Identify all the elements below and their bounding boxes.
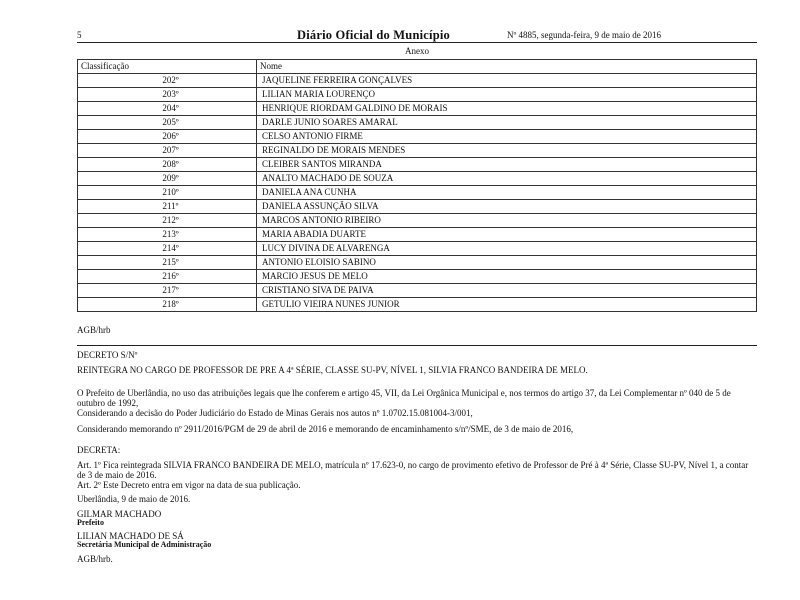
decree-summary: REINTEGRA NO CARGO DE PROFESSOR DE PRE A 4ª SÉRIE, CLASSE SU-PV, NÍVEL 1, SILVIA FRANCO BANDEIRA DE MELO. <box>77 365 588 375</box>
table-row <box>78 130 757 144</box>
table-row <box>78 200 757 214</box>
decree-decrees-label: DECRETA: <box>77 445 121 455</box>
page-number: 5 <box>77 30 82 40</box>
decree-initials: AGB/hrb. <box>77 554 113 564</box>
name-cell: DANIELA ANA CUNHA <box>257 186 757 200</box>
rank-cell: 212º <box>78 214 257 228</box>
rank-cell: 202º <box>78 74 257 88</box>
name-cell: REGINALDO DE MORAIS MENDES <box>257 144 757 158</box>
header-divider <box>77 42 757 43</box>
gazette-title: Diário Oficial do Município <box>297 28 450 42</box>
name-cell: JAQUELINE FERREIRA GONÇALVES <box>257 74 757 88</box>
table-row <box>78 186 757 200</box>
name-cell: ANALTO MACHADO DE SOUZA <box>257 172 757 186</box>
rank-cell: 215º <box>78 256 257 270</box>
table-row <box>78 74 757 88</box>
rank-cell: 205º <box>78 116 257 130</box>
name-cell: CRISTIANO SIVA DE PAIVA <box>257 284 757 298</box>
name-cell: LILIAN MARIA LOURENÇO <box>257 88 757 102</box>
decree-article-1: Art. 1º Fica reintegrada SILVIA FRANCO BANDEIRA DE MELO, matrícula nº 17.623-0, no cargo de provimento efetivo de Professor de Pré à 4ª Série, Classe SU-PV, Nível 1, a contar de 3 de maio de 2016. <box>77 460 749 480</box>
rank-cell: 217º <box>78 284 257 298</box>
table-row <box>78 270 757 284</box>
name-cell: GETULIO VIEIRA NUNES JUNIOR <box>257 298 757 312</box>
table-row <box>78 172 757 186</box>
table-row <box>78 284 757 298</box>
rank-cell: 216º <box>78 270 257 284</box>
name-cell: ANTONIO ELOISIO SABINO <box>257 256 757 270</box>
table-header-row <box>78 60 757 74</box>
table-row <box>78 158 757 172</box>
table-row <box>78 242 757 256</box>
name-cell: MARCOS ANTONIO RIBEIRO <box>257 214 757 228</box>
page-header <box>77 30 757 42</box>
table-row <box>78 228 757 242</box>
table-row <box>78 116 757 130</box>
table-row <box>78 256 757 270</box>
name-cell: CLEIBER SANTOS MIRANDA <box>257 158 757 172</box>
signatory-secretary-role: Secretária Municipal de Administração <box>77 540 212 549</box>
rank-cell: 213º <box>78 228 257 242</box>
name-cell: DANIELA ASSUNÇÃO SILVA <box>257 200 757 214</box>
decree-preamble: O Prefeito de Uberlândia, no uso das atribuições legais que lhe conferem e artigo 45, VII, da Lei Orgânica Municipal e, nos termos do artigo 37, da Lei Complementar nº 040 de 5 de outubro de 1992, <box>77 388 731 408</box>
name-cell: CELSO ANTONIO FIRME <box>257 130 757 144</box>
rank-cell: 210º <box>78 186 257 200</box>
section-divider <box>77 345 757 346</box>
table-row <box>78 102 757 116</box>
rank-cell: 204º <box>78 102 257 116</box>
column-header-name: Nome <box>257 60 757 74</box>
column-header-classification: Classificação <box>78 60 257 74</box>
table-row <box>78 88 757 102</box>
name-cell: LUCY DIVINA DE ALVARENGA <box>257 242 757 256</box>
name-cell: MARIA ABADIA DUARTE <box>257 228 757 242</box>
table-row <box>78 298 757 312</box>
decree-heading: DECRETO S/Nº <box>77 350 138 360</box>
decree-article-2: Art. 2º Este Decreto entra em vigor na data de sua publicação. <box>77 480 301 490</box>
rank-cell: 206º <box>78 130 257 144</box>
signatory-mayor-name: GILMAR MACHADO <box>77 509 162 519</box>
name-cell: MARCIO JESUS DE MELO <box>257 270 757 284</box>
decree-considering-1: Considerando a decisão do Poder Judiciário do Estado de Minas Gerais nos autos nº 1.0702.15.081004-3/001, <box>77 408 473 418</box>
rank-cell: 214º <box>78 242 257 256</box>
annex-table <box>77 59 757 312</box>
annex-initials: AGB/hrb <box>77 325 111 335</box>
rank-cell: 208º <box>78 158 257 172</box>
issue-info: Nº 4885, segunda-feira, 9 de maio de 2016 <box>507 30 661 40</box>
name-cell: DARLE JUNIO SOARES AMARAL <box>257 116 757 130</box>
annex-caption: Anexo <box>405 46 429 56</box>
signatory-mayor-role: Prefeito <box>77 518 104 527</box>
name-cell: HENRIQUE RIORDAM GALDINO DE MORAIS <box>257 102 757 116</box>
decree-considering-2: Considerando memorando nº 2911/2016/PGM de 29 de abril de 2016 e memorando de encaminhamento s/nº/SME, de 3 de maio de 2016, <box>77 424 574 434</box>
table-row <box>78 144 757 158</box>
rank-cell: 218º <box>78 298 257 312</box>
decree-place-date: Uberlândia, 9 de maio de 2016. <box>77 494 191 504</box>
rank-cell: 209º <box>78 172 257 186</box>
rank-cell: 203º <box>78 88 257 102</box>
signatory-secretary-name: LILIAN MACHADO DE SÁ <box>77 531 184 541</box>
rank-cell: 207º <box>78 144 257 158</box>
rank-cell: 211º <box>78 200 257 214</box>
table-row <box>78 214 757 228</box>
